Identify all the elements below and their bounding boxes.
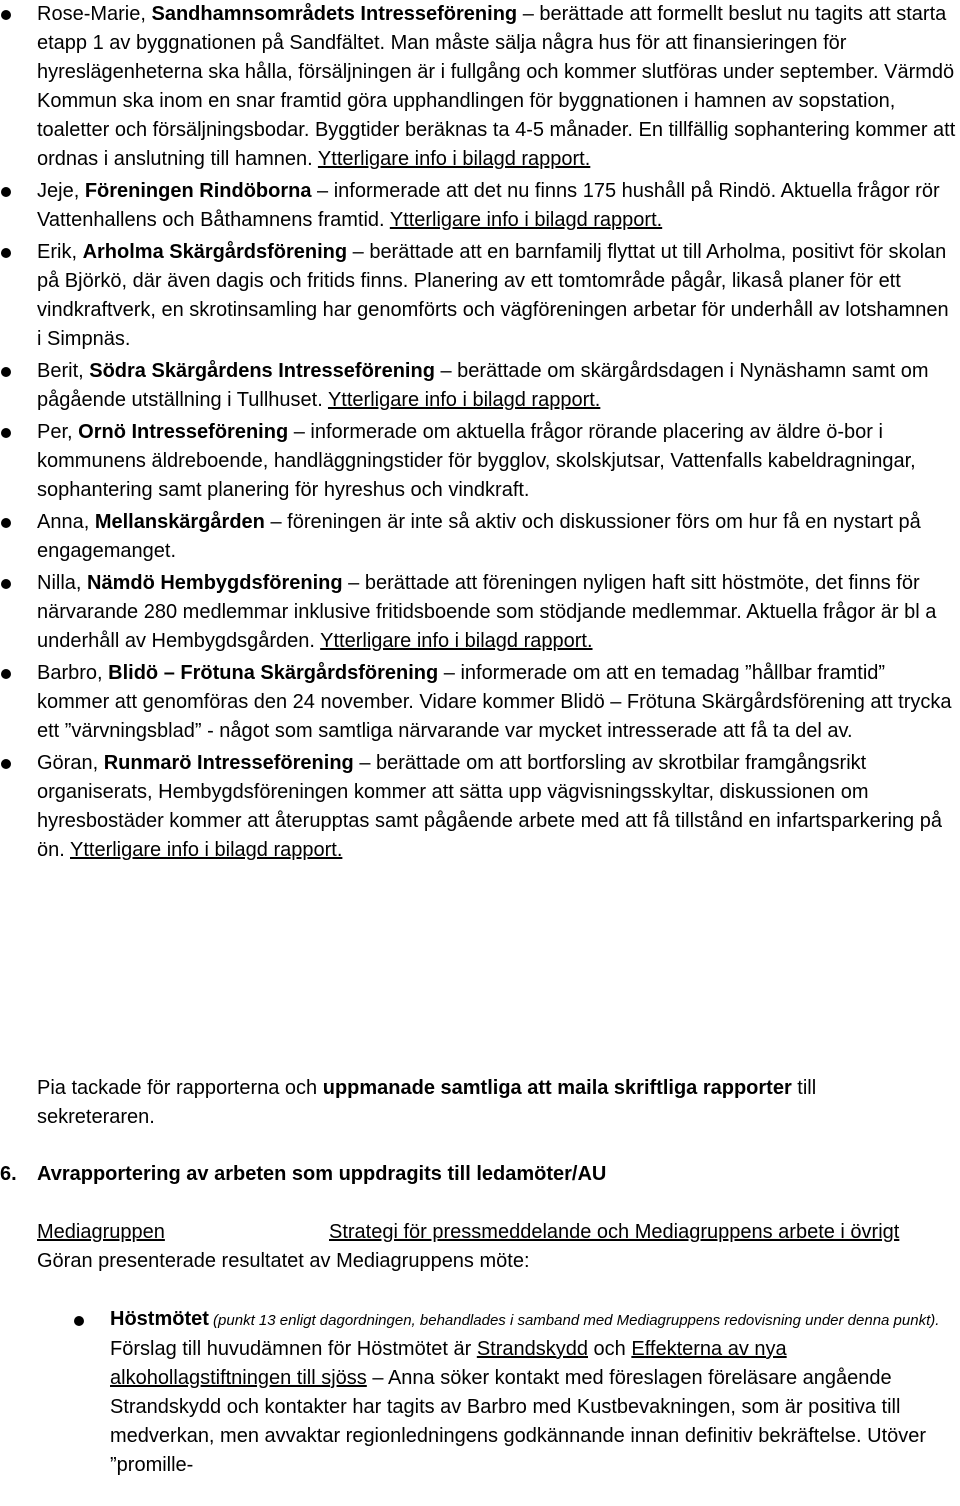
report-text: – informerade att det nu finns 175 hushåll på Rindö. Aktuella frågor rör Vattenhallens och Båthamnens framtid. [37,180,940,231]
person-name: Nilla, [37,572,82,594]
list-item [0,418,960,505]
hostmotet-note: (punkt 13 enligt dagordningen, behandlades i samband med Mediagruppens redovisning under denna punkt). [208,1312,940,1329]
hostmotet-title: Höstmötet [110,1308,209,1330]
person-name: Berit, [37,360,84,382]
hostmotet-text: – Anna söker kontakt med föreslagen föreläsare angående Strandskydd och kontakter har tagits av Barbro med Kustbevakningen, som är positiva till medverkan, men avvaktar regionledningens godkännande innan definitiv bekräftelse. Utöver ”promille- [110,1367,927,1476]
list-item [0,0,960,174]
association-name: Föreningen Rindöborna [84,180,312,202]
closing-paragraph [37,1074,937,1132]
association-name: Runmarö Intresseförening [103,752,354,774]
person-name: Göran, [37,752,99,774]
person-name: Barbro, [37,662,103,684]
hostmotet-text: och [588,1338,632,1360]
association-name: Arholma Skärgårdsförening [82,241,348,263]
association-name: Blidö – Frötuna Skärgårdsförening [108,662,439,684]
attachment-link: Ytterligare info i bilagd rapport. [70,839,343,861]
bullet-icon [1,248,11,258]
topic-strandskydd: Strandskydd [476,1338,588,1360]
person-name: Jeje, [37,180,80,202]
closing-emphasis: uppmanade samtliga att maila skriftliga rapporter [322,1077,792,1099]
list-item [0,1305,960,1480]
report-text: – informerade om att en temadag ”hållbar framtid” kommer att genomföras den 24 november. Vidare kommer Blidö – Frötuna Skärgårdsförening att trycka ett ”värvningsblad” - något som samtliga närvarande var mycket intresserade att få ta del av. [37,662,952,742]
closing-text-end: till sekreteraren. [37,1077,817,1128]
list-item [0,659,960,746]
attachment-link: Ytterligare info i bilagd rapport. [327,389,601,411]
attachment-link: Ytterligare info i bilagd rapport. [320,630,593,652]
list-item [0,569,960,656]
bullet-icon [1,518,11,528]
person-name: Anna, [37,511,90,533]
list-item [0,357,960,415]
report-text: – föreningen är inte så aktiv och diskussioner förs om hur få en nystart på engagemanget. [37,511,921,562]
bullet-icon [1,428,11,438]
report-text: – berättade om skärgårdsdagen i Nynäshamn samt om pågående utställning i Tullhuset. [37,360,929,411]
bullet-icon [1,759,11,769]
section-title: Avrapportering av arbeten som uppdragits till ledamöter/AU [37,1163,607,1185]
section-number: 6. [0,1163,17,1185]
association-name: Mellanskärgården [94,511,265,533]
association-name: Sandhamnsområdets Intresseförening [151,3,518,25]
bullet-icon [1,367,11,377]
media-intro-text: Göran presenterade resultatet av Mediagruppens möte: [37,1250,530,1272]
report-text: – berättade att formellt beslut nu tagits att starta etapp 1 av byggnationen på Sandfältet. Man måste sälja några hus för att finansieringen för hyreslägenheterna ska hålla, försäljningen är i fullgång och kommer slutföras under september. Värmdö Kommun ska inom en snar framtid göra upphandlingen för byggnationen i hamnen av sopstation, toaletter och försäljningsbodar. Byggtider beräknas ta 4-5 månader. En tillfällig sophantering kommer att ordnas i anslutning till hamnen. [37,3,956,170]
list-item [0,749,960,865]
bullet-icon [1,10,11,20]
hostmotet-text: Förslag till huvudämnen för Höstmötet är [110,1338,477,1360]
person-name: Rose-Marie, [37,3,146,25]
media-strategy-title: Strategi för pressmeddelande och Mediagruppens arbete i övrigt [329,1221,900,1243]
media-group-name: Mediagruppen [37,1221,165,1243]
list-item [0,177,960,235]
section-heading [0,1160,960,1189]
attachment-link: Ytterligare info i bilagd rapport. [389,209,663,231]
bullet-icon [1,187,11,197]
association-name: Södra Skärgårdens Intresseförening [89,360,435,382]
topic-alkohollagstiftning: Effekterna av nya alkohollagstiftningen till sjöss [110,1338,787,1389]
person-name: Erik, [37,241,77,263]
report-text: – berättade att en barnfamilj flyttat ut till Arholma, positivt för skolan på Björkö, där även dagis och fritids finns. Planering av ett tomtområde pågår, likaså planer för ett vindkraftverk, en skrotinsamling har genomförts och vägföreningen arbetar för underhåll av lotshamnen i Simpnäs. [37,241,949,350]
media-block [37,1218,957,1276]
media-heading-line [37,1218,957,1247]
list-item [0,508,960,566]
closing-text: Pia tackade för rapporterna och [37,1077,323,1099]
bullet-icon [1,669,11,679]
attachment-link: Ytterligare info i bilagd rapport. [317,148,591,170]
association-name: Nämdö Hembygdsförening [87,572,343,594]
association-name: Ornö Intresseförening [78,421,289,443]
report-text: – berättade om att bortforsling av skrotbilar framgångsrikt organiserats, Hembygdsföreningen kommer att sätta upp vägvisningsskyltar, diskussionen om hyresbostäder kommer att återupptas samt pågående arbete med att få tillstånd en infartsparkering på ön. [37,752,942,861]
bullet-icon [1,579,11,589]
media-sub-list [0,1305,960,1480]
report-text: – informerade om aktuella frågor rörande placering av äldre ö-bor i kommunens äldreboende, handläggningstider för bygglov, skolskjutsar, Vattenfalls kabeldragningar, sophantering samt planering för hyreshus och vindkraft. [37,421,916,501]
list-item [0,238,960,354]
person-name: Per, [37,421,73,443]
report-text: – berättade att föreningen nyligen haft sitt höstmöte, det finns för närvarande 280 medlemmar inklusive fritidsboende som stödjande medlemmar. Aktuella frågor är bl a underhåll av Hembygdsgården. [37,572,937,652]
bullet-icon [74,1316,84,1326]
